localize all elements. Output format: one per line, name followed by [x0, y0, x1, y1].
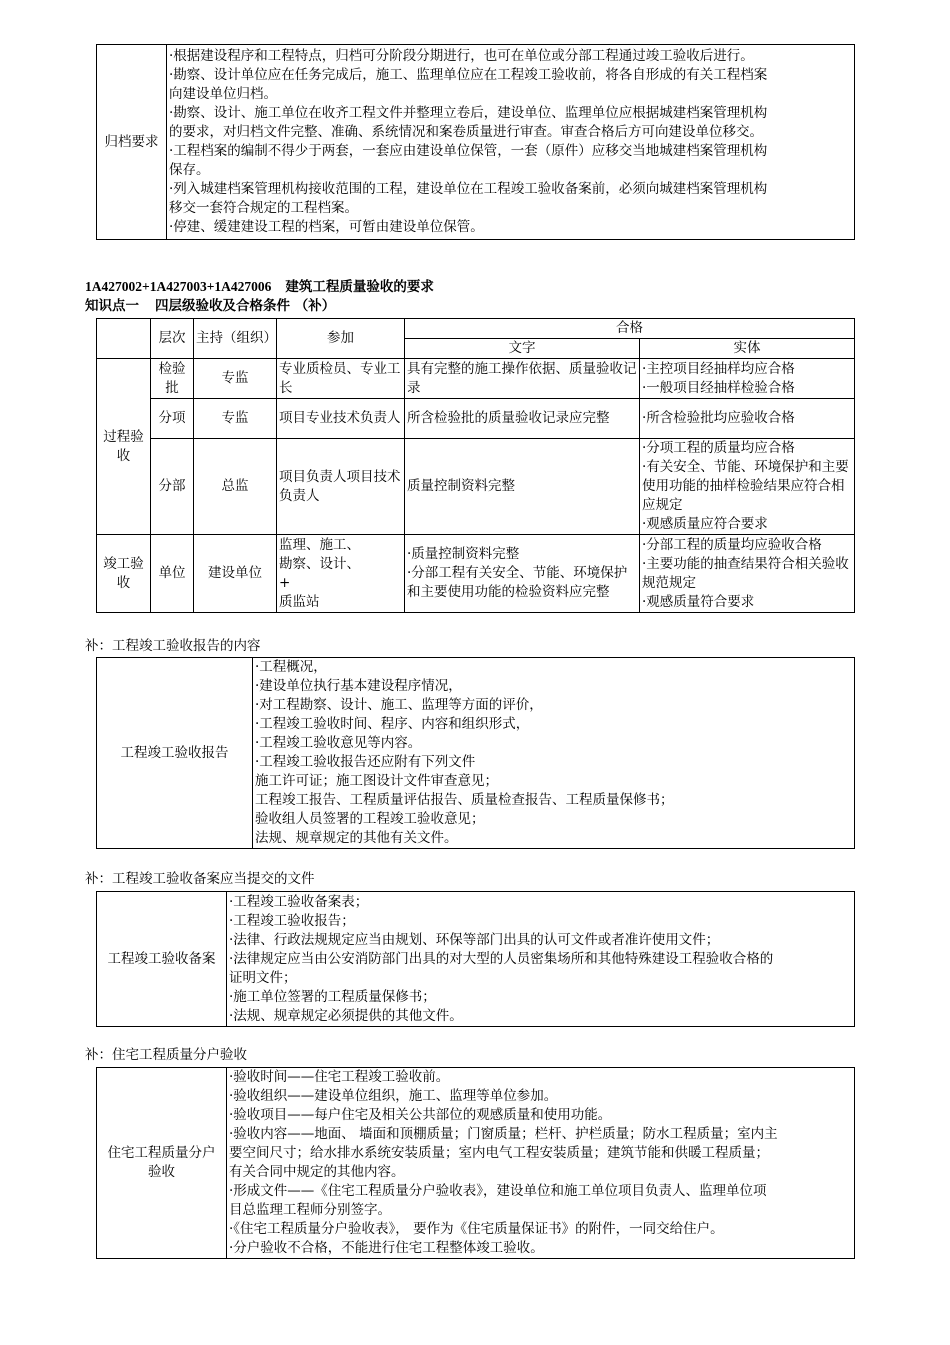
list-item: ·工程档案的编制不得少于两套，一套应由建设单位保管，一套（原件）应移交当地城建档案管理机构 [169, 143, 768, 159]
host-cell: 建设单位 [194, 535, 277, 613]
host-cell: 总监 [194, 439, 277, 535]
list-item: ·根据建设程序和工程特点，归档可分阶段分期进行，也可在单位或分部工程通过竣工验收后进行。 [169, 48, 754, 64]
list-item: ·勘察、设计单位应在任务完成后，施工、监理单位应在工程竣工验收前，将各自形成的有关工程档案 [169, 67, 768, 83]
list-item: ·工程竣工验收报告； [229, 912, 355, 929]
list-item: ·分户验收不合格，不能进行住宅工程整体竣工验收。 [229, 1240, 544, 1256]
list-item: 目总监理工程师分别签字。 [229, 1202, 391, 1218]
level-cell: 单位 [151, 535, 194, 613]
filing-label: 工程竣工验收备案 [97, 892, 227, 1027]
section-title: 建筑工程质量验收的要求 [285, 279, 434, 294]
header-entity: 实体 [640, 339, 855, 359]
list-item: ·法律、行政法规规定应当由规划、环保等部门出具的认可文件或者准许使用文件； [229, 931, 720, 948]
table-row [97, 535, 855, 613]
entity-cell: ·主控项目经抽样均应合格 ·一般项目经抽样检验合格 [640, 359, 855, 399]
entity-cell: ·所含检验批均应验收合格 [640, 399, 855, 439]
group-completion: 竣工验收 [97, 535, 151, 613]
text-cell: 质量控制资料完整 [405, 439, 640, 535]
list-item: 的要求，对归档文件完整、准确、系统情况和案卷质量进行审查。审查合格后方可向建设单位移交。 [169, 124, 763, 140]
household-label: 住宅工程质量分户验收 [97, 1068, 227, 1259]
level-cell: 检验批 [151, 359, 194, 399]
list-item: 保存。 [169, 162, 210, 178]
list-item: ·工程竣工验收报告还应附有下列文件 [255, 754, 476, 770]
archive-table [96, 44, 855, 240]
filing-table [96, 891, 855, 1027]
section-heading [85, 277, 434, 296]
list-item: ·形成文件——《住宅工程质量分户验收表》，建设单位和施工单位项目负责人、监理单位项 [229, 1183, 767, 1199]
header-level: 层次 [151, 319, 194, 359]
list-item: 施工许可证；施工图设计文件审查意见； [255, 773, 498, 789]
archive-label: 归档要求 [97, 45, 167, 240]
table-row [97, 399, 855, 439]
list-item: ·验收时间——住宅工程竣工验收前。 [229, 1069, 450, 1085]
report-table [96, 657, 855, 849]
list-item: 工程竣工报告、工程质量评估报告、质量检查报告、工程质量保修书； [255, 792, 674, 808]
table-row [97, 359, 855, 399]
report-caption: 补：工程竣工验收报告的内容 [85, 638, 261, 654]
list-item: ·工程概况， [255, 659, 327, 675]
header-participants: 参加 [277, 319, 405, 359]
list-item: 验收组人员签署的工程竣工验收意见； [255, 811, 485, 827]
knowledge-title: 四层级验收及合格条件 （补） [155, 298, 336, 314]
household-content [227, 1068, 855, 1259]
list-item: ·法规、规章规定必须提供的其他文件。 [229, 1007, 463, 1024]
list-item: 向建设单位归档。 [169, 86, 277, 102]
report-content [253, 658, 855, 849]
table-row [97, 658, 855, 849]
host-cell: 专监 [194, 399, 277, 439]
list-item: ·对工程勘察、设计、施工、监理等方面的评价， [255, 697, 543, 713]
knowledge-heading [85, 297, 335, 316]
list-item: ·工程竣工验收备案表； [229, 893, 369, 910]
level-cell: 分部 [151, 439, 194, 535]
list-item: ·建设单位执行基本建设程序情况， [255, 678, 462, 694]
list-item: ·工程竣工验收时间、程序、内容和组织形式， [255, 716, 530, 732]
list-item: ·勘察、设计、施工单位在收齐工程文件并整理立卷后，建设单位、监理单位应根据城建档案管理机构 [169, 105, 768, 121]
header-qualified: 合格 [405, 319, 855, 339]
text-cell: 所含检验批的质量验收记录应完整 [405, 399, 640, 439]
table-row [97, 1068, 855, 1259]
list-item: 证明文件； [229, 969, 297, 986]
text-cell: 具有完整的施工操作依据、质量验收记录 [405, 359, 640, 399]
table-row [97, 45, 855, 240]
entity-cell: ·分部工程的质量均应验收合格 ·主要功能的抽查结果符合相关验收规范规定 ·观感质量符合要求 [640, 535, 855, 613]
participants-cell: 项目负责人项目技术负责人 [277, 439, 405, 535]
table-header-row [97, 319, 855, 339]
header-host: 主持（组织） [194, 319, 277, 359]
list-item: 法规、规章规定的其他有关文件。 [255, 830, 458, 846]
household-caption: 补：住宅工程质量分户验收 [85, 1047, 247, 1063]
text-cell: ·质量控制资料完整 ·分部工程有关安全、节能、环境保护和主要使用功能的检验资料应完整 [405, 535, 640, 613]
list-item: ·《住宅工程质量分户验收表》， 要作为《住宅质量保证书》的附件，一同交给住户。 [229, 1221, 724, 1237]
list-item: ·停建、缓建建设工程的档案，可暂由建设单位保管。 [169, 219, 484, 235]
filing-content [227, 892, 855, 1027]
header-blank [97, 319, 151, 359]
archive-content [167, 45, 855, 240]
entity-cell: ·分项工程的质量均应合格 ·有关安全、节能、环境保护和主要使用功能的抽样检验结果应符合相应规定 ·观感质量应符合要求 [640, 439, 855, 535]
participants-cell: 项目专业技术负责人 [277, 399, 405, 439]
list-item: 移交一套符合规定的工程档案。 [169, 200, 358, 216]
section-code: 1A427002+1A427003+1A427006 [85, 279, 272, 294]
list-item: ·验收内容——地面、 墙面和顶棚质量；门窗质量；栏杆、护栏质量；防水工程质量；室内主 [229, 1126, 778, 1142]
table-row [97, 892, 855, 1027]
knowledge-label: 知识点一 [85, 298, 139, 314]
report-label: 工程竣工验收报告 [97, 658, 253, 849]
level-cell: 分项 [151, 399, 194, 439]
list-item: ·验收项目——每户住宅及相关公共部位的观感质量和使用功能。 [229, 1107, 612, 1123]
household-table [96, 1067, 855, 1259]
list-item: 要空间尺寸；给水排水系统安装质量；室内电气工程安装质量；建筑节能和供暖工程质量； [229, 1145, 769, 1161]
list-item: ·列入城建档案管理机构接收范围的工程，建设单位在工程竣工验收备案前，必须向城建档案管理机构 [169, 181, 768, 197]
list-item: ·工程竣工验收意见等内容。 [255, 735, 422, 751]
list-item: ·验收组织——建设单位组织，施工、监理等单位参加。 [229, 1088, 558, 1104]
list-item: 有关合同中规定的其他内容。 [229, 1164, 405, 1180]
filing-caption: 补：工程竣工验收备案应当提交的文件 [85, 871, 315, 887]
table-row [97, 439, 855, 535]
list-item: ·施工单位签署的工程质量保修书； [229, 988, 436, 1005]
list-item: ·法律规定应当由公安消防部门出具的对大型的人员密集场所和其他特殊建设工程验收合格的 [229, 950, 774, 967]
header-text: 文字 [405, 339, 640, 359]
levels-table [96, 318, 855, 613]
participants-cell: 监理、施工、 勘察、设计、 + 质监站 [277, 535, 405, 613]
group-process: 过程验收 [97, 359, 151, 535]
host-cell: 专监 [194, 359, 277, 399]
participants-cell: 专业质检员、专业工长 [277, 359, 405, 399]
